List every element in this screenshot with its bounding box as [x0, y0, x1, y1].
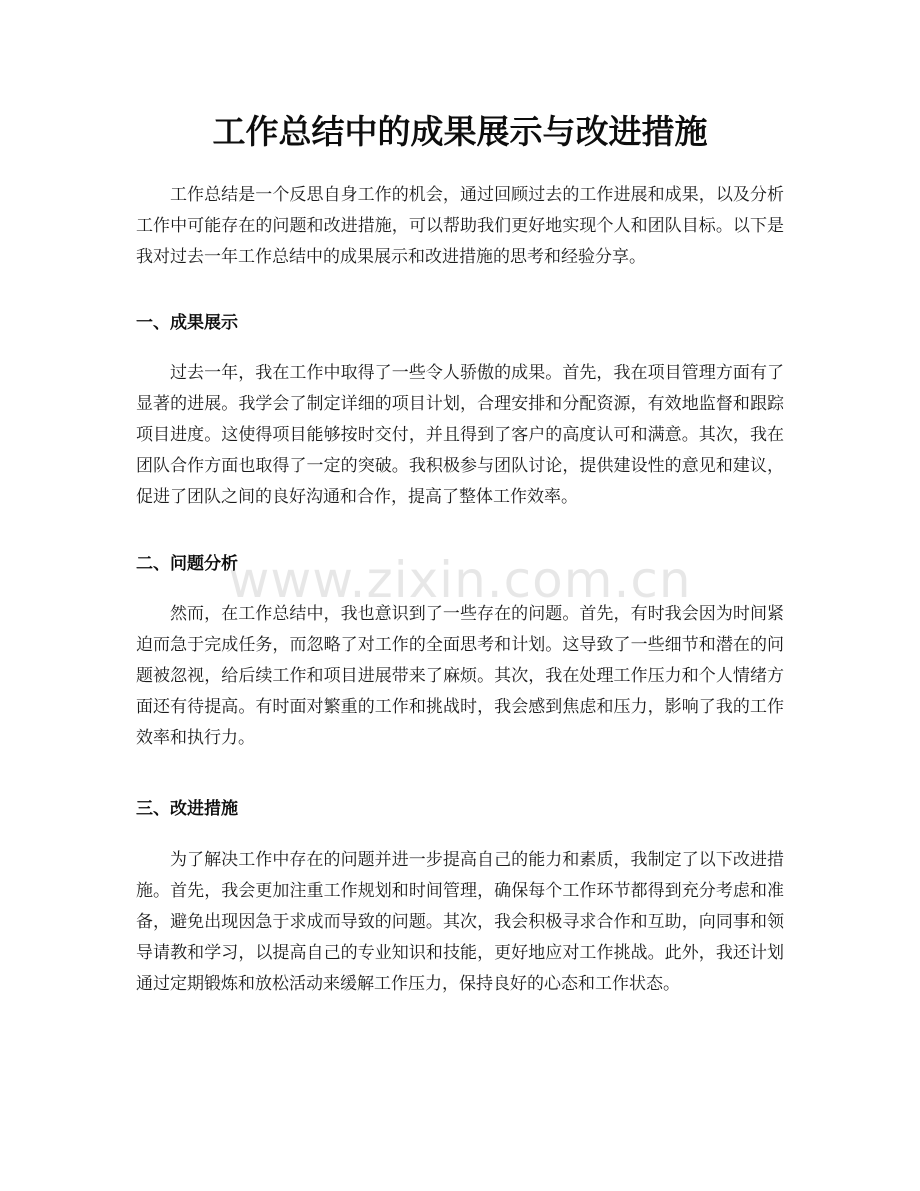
section-heading-achievements: 一、成果展示 — [136, 313, 238, 333]
section-heading-improvements: 三、改进措施 — [136, 799, 238, 819]
intro-paragraph: 工作总结是一个反思自身工作的机会，通过回顾过去的工作进展和成果，以及分析工作中可能存在的问题和改进措施，可以帮助我们更好地实现个人和团队目标。以下是我对过去一年工作总结中的成果展示和改进措施的思考和经验分享。 — [136, 185, 784, 267]
section-body-improvements: 为了解决工作中存在的问题并进一步提高自己的能力和素质，我制定了以下改进措施。首先，我会更加注重工作规划和时间管理，确保每个工作环节都得到充分考虑和准备，避免出现因急于求成而导致的问题。其次，我会积极寻求合作和互助，向同事和领导请教和学习，以提高自己的专业知识和技能，更好地应对工作挑战。此外，我还计划通过定期锻炼和放松活动来缓解工作压力，保持良好的心态和工作状态。 — [136, 850, 784, 994]
section-heading-problems: 二、问题分析 — [136, 554, 238, 574]
section-body-achievements: 过去一年，我在工作中取得了一些令人骄傲的成果。首先，我在项目管理方面有了显著的进展。我学会了制定详细的项目计划，合理安排和分配资源，有效地监督和跟踪项目进度。这使得项目能够按时交付，并且得到了客户的高度认可和满意。其次，我在团队合作方面也取得了一定的突破。我积极参与团队讨论，提供建设性的意见和建议，促进了团队之间的良好沟通和合作，提高了整体工作效率。 — [136, 363, 784, 507]
watermark: www.zixin.com.cn — [228, 551, 692, 609]
page-title: 工作总结中的成果展示与改进措施 — [212, 112, 708, 151]
section-body-problems: 然而，在工作总结中，我也意识到了一些存在的问题。首先，有时我会因为时间紧迫而急于完成任务，而忽略了对工作的全面思考和计划。这导致了一些细节和潜在的问题被忽视，给后续工作和项目进展带来了麻烦。其次，我在处理工作压力和个人情绪方面还有待提高。有时面对繁重的工作和挑战时，我会感到焦虑和压力，影响了我的工作效率和执行力。 — [136, 604, 784, 748]
